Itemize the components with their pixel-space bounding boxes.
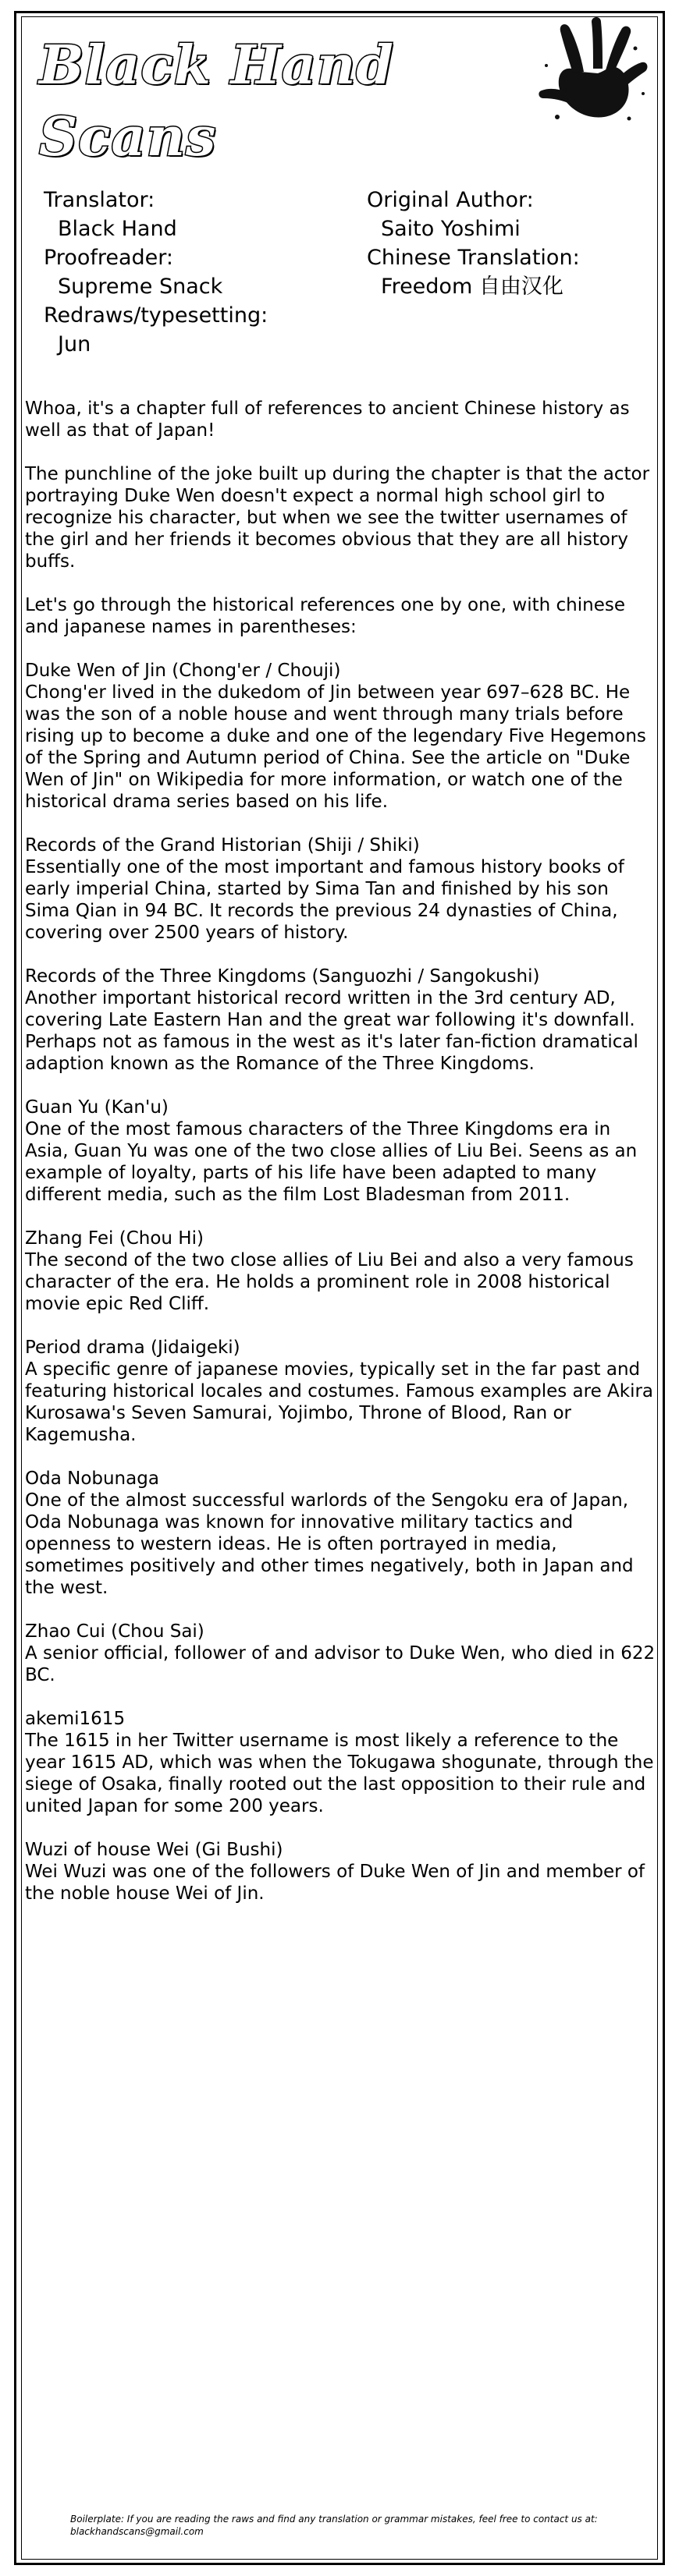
page-title: Black Hand Scans: [39, 34, 394, 168]
reference-entry: [25, 1708, 656, 1817]
entry-heading: Records of the Grand Historian (Shiji / Shiki): [25, 835, 420, 856]
entry-heading: Guan Yu (Kan'u): [25, 1097, 169, 1118]
credit-name: Supreme Snack: [58, 275, 223, 299]
entry-heading: Zhang Fei (Chou Hi): [25, 1228, 204, 1249]
boilerplate-footer: Boilerplate: If you are reading the raws and find any translation or grammar mistakes, feel free to contact us at: blackhandscans@gmail.com: [70, 2514, 598, 2537]
entry-heading: akemi1615: [25, 1709, 126, 1729]
credit-role: Redraws/typesetting:: [44, 303, 268, 328]
credit-name: Saito Yoshimi: [381, 217, 521, 241]
credit-name: Black Hand: [58, 217, 177, 241]
entry-text: A senior official, follower of and advisor to Duke Wen, who died in 622 BC.: [25, 1643, 656, 1685]
entry-text: Another important historical record written in the 3rd century AD, covering Late Eastern Han and the great war following it's downfall. Perhaps not as famous in the west as it's later fan-fiction dramatical adaption known as the Romance of the Three Kingdoms.: [25, 988, 638, 1074]
credits-section: [44, 186, 645, 388]
reference-entry: [25, 1337, 656, 1446]
entry-text: Essentially one of the most important and famous history books of early imperial China, started by Sima Tan and finished by his son Sima Qian in 94 BC. It records the previous 24 dynasties of China, covering over 2500 years of history.: [25, 857, 624, 943]
credit-name: Freedom 自由汉化: [381, 275, 563, 299]
entry-text: One of the almost successful warlords of the Sengoku era of Japan, Oda Nobunaga was known for innovative military tactics and openness to western ideas. He is often portrayed in media, sometimes positively and other times negatively, both in Japan and the west.: [25, 1490, 634, 1598]
entry-text: Wei Wuzi was one of the followers of Duke Wen of Jin and member of the noble house Wei of Jin.: [25, 1862, 645, 1904]
intro-paragraph: Let's go through the historical references one by one, with chinese and japanese names in parentheses:: [25, 595, 625, 637]
credit-role: Translator:: [44, 188, 155, 212]
entry-heading: Duke Wen of Jin (Chong'er / Chouji): [25, 661, 341, 681]
notes-body: [25, 398, 656, 1926]
reference-entry: [25, 1621, 656, 1686]
intro-paragraph: The punchline of the joke built up during the chapter is that the actor portraying Duke Wen doesn't expect a normal high school girl to recognize his character, but when we see the twitter usernames of the girl and her friends it becomes obvious that they are all history buffs.: [25, 464, 650, 572]
reference-entry: [25, 1097, 656, 1206]
intro-paragraph: Whoa, it's a chapter full of references to ancient Chinese history as well as that of Japan!: [25, 399, 630, 441]
credits-left-column: [44, 186, 348, 359]
credit-role: Original Author:: [367, 188, 534, 212]
entry-heading: Zhao Cui (Chou Sai): [25, 1621, 204, 1642]
entry-heading: Oda Nobunaga: [25, 1469, 159, 1489]
entry-text: The second of the two close allies of Liu Bei and also a very famous character of the era. He holds a prominent role in 2008 historical movie epic Red Cliff.: [25, 1250, 634, 1314]
entry-text: A specific genre of japanese movies, typically set in the far past and featuring historical locales and costumes. Famous examples are Akira Kurosawa's Seven Samurai, Yojimbo, Throne of Blood, Ran or Kagemusha.: [25, 1359, 654, 1445]
credits-right-column: [367, 186, 648, 301]
hand-print-icon: [535, 17, 652, 126]
reference-entry: [25, 1228, 656, 1315]
credit-name: Jun: [58, 332, 91, 356]
entry-heading: Records of the Three Kingdoms (Sanguozhi / Sangokushi): [25, 966, 540, 987]
reference-entry: [25, 660, 656, 813]
entry-text: One of the most famous characters of the Three Kingdoms era in Asia, Guan Yu was one of the two close allies of Liu Bei. Seens as an example of loyalty, parts of his life have been adapted to many different media, such as the film Lost Bladesman from 2011.: [25, 1119, 638, 1205]
entry-text: Chong'er lived in the dukedom of Jin between year 697–628 BC. He was the son of a noble house and went through many trials before rising up to become a duke and one of the legendary Five Hegemons of the Spring and Autumn period of China. See the article on "Duke Wen of Jin" on Wikipedia for more information, or watch one of the historical drama series based on his life.: [25, 682, 646, 812]
reference-entry: [25, 834, 656, 944]
credit-role: Chinese Translation:: [367, 246, 580, 270]
reference-entry: [25, 1839, 656, 1905]
reference-entry: [25, 1468, 656, 1599]
reference-entry: [25, 966, 656, 1075]
entry-heading: Period drama (Jidaigeki): [25, 1338, 240, 1358]
entry-heading: Wuzi of house Wei (Gi Bushi): [25, 1840, 283, 1860]
entry-text: The 1615 in her Twitter username is most likely a reference to the year 1615 AD, which was when the Tokugawa shogunate, through the siege of Osaka, finally rooted out the last opposition to their rule and united Japan for some 200 years.: [25, 1731, 654, 1816]
credit-role: Proofreader:: [44, 246, 173, 270]
